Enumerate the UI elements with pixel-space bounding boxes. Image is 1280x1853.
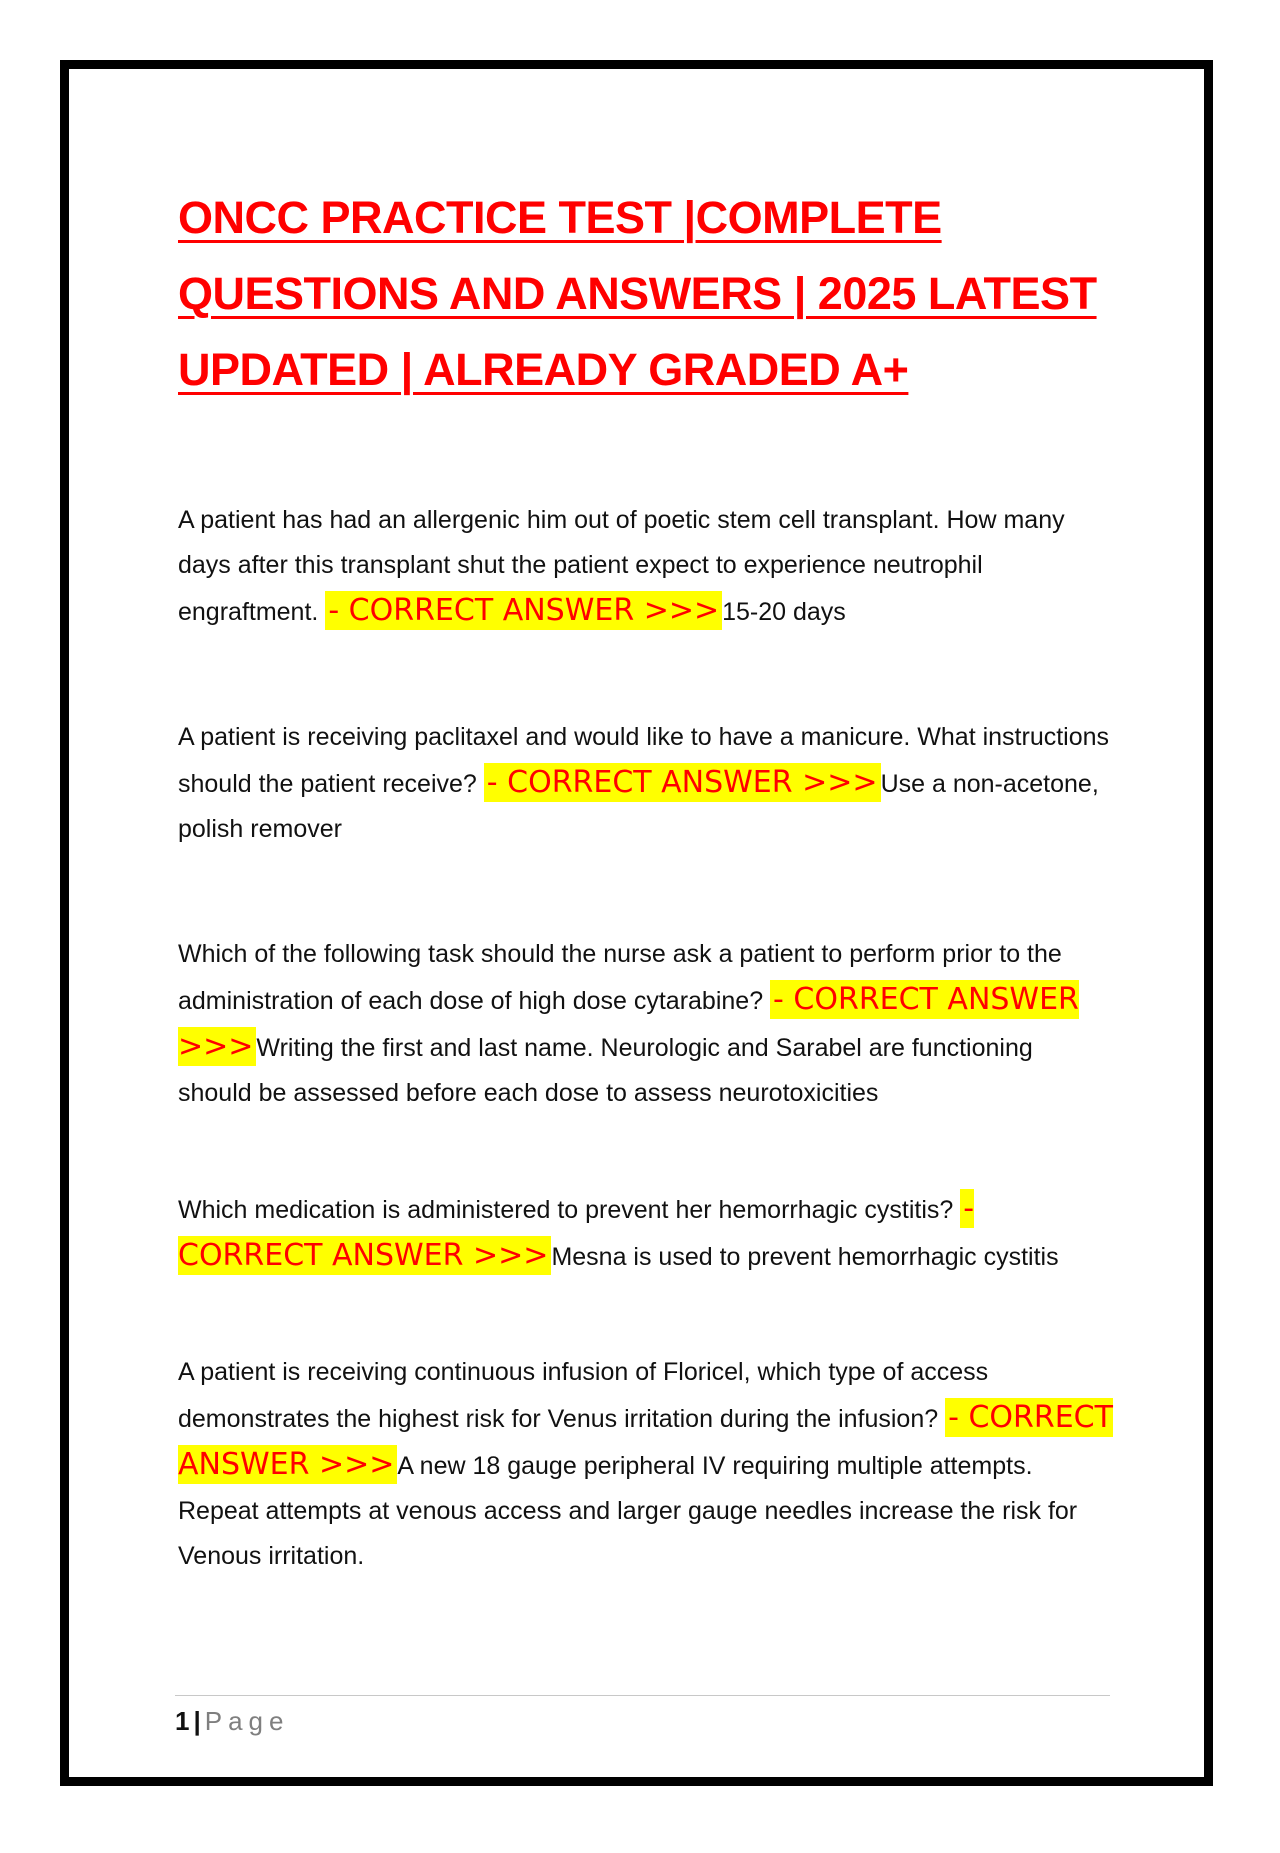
qa-item-2 bbox=[178, 715, 1113, 852]
correct-answer-tag: - CORRECT ANSWER >>> bbox=[325, 591, 722, 630]
qa-item-1 bbox=[178, 498, 1113, 635]
question-text: A patient is receiving paclitaxel and would like to have a manicure. What instructions should the patient receive? bbox=[178, 723, 1110, 798]
qa-item-4 bbox=[178, 1186, 1113, 1280]
page-number: 1 bbox=[175, 1706, 190, 1736]
footer-separator: | bbox=[193, 1706, 201, 1736]
answer-text: Mesna is used to prevent hemorrhagic cystitis bbox=[551, 1243, 1059, 1271]
correct-answer-tag: - CORRECT ANSWER >>> bbox=[178, 1191, 975, 1273]
qa-item-5 bbox=[178, 1350, 1113, 1579]
correct-answer-tag: - CORRECT ANSWER >>> bbox=[484, 763, 881, 802]
question-text: Which medication is administered to prevent her hemorrhagic cystitis? bbox=[178, 1196, 961, 1224]
correct-answer-tag: - CORRECT ANSWER >>> bbox=[178, 1400, 1113, 1482]
document-title: ONCC PRACTICE TEST |COMPLETE QUESTIONS AND ANSWERS | 2025 LATEST UPDATED | ALREADY GRADED A+ bbox=[178, 192, 1097, 395]
correct-answer-tag: - CORRECT ANSWER >>> bbox=[178, 982, 1079, 1064]
document-body bbox=[178, 180, 1113, 1659]
answer-text: Writing the first and last name. Neurologic and Sarabel are functioning should be assessed before each dose to assess neurotoxicities bbox=[178, 1034, 1033, 1107]
answer-text: A new 18 gauge peripheral IV requiring multiple attempts. Repeat attempts at venous access and larger gauge needles increase the risk for Venous irritation. bbox=[178, 1452, 1078, 1570]
qa-list bbox=[178, 498, 1113, 1579]
page-label: Page bbox=[204, 1706, 290, 1736]
question-text: A patient has had an allergenic him out of poetic stem cell transplant. How many days after this transplant shut the patient expect to experience neutrophil engraftment. bbox=[178, 506, 1065, 626]
question-text: Which of the following task should the nurse ask a patient to perform prior to the administration of each dose of high dose cytarabine? bbox=[178, 940, 1062, 1015]
answer-text: Use a non-acetone, polish remover bbox=[178, 770, 1099, 843]
question-text: A patient is receiving continuous infusion of Floricel, which type of access demonstrates the highest risk for Venus irritation during the infusion? bbox=[178, 1358, 989, 1433]
page-footer bbox=[175, 1695, 1110, 1737]
qa-item-3 bbox=[178, 932, 1113, 1116]
answer-text: 15-20 days bbox=[722, 598, 846, 626]
